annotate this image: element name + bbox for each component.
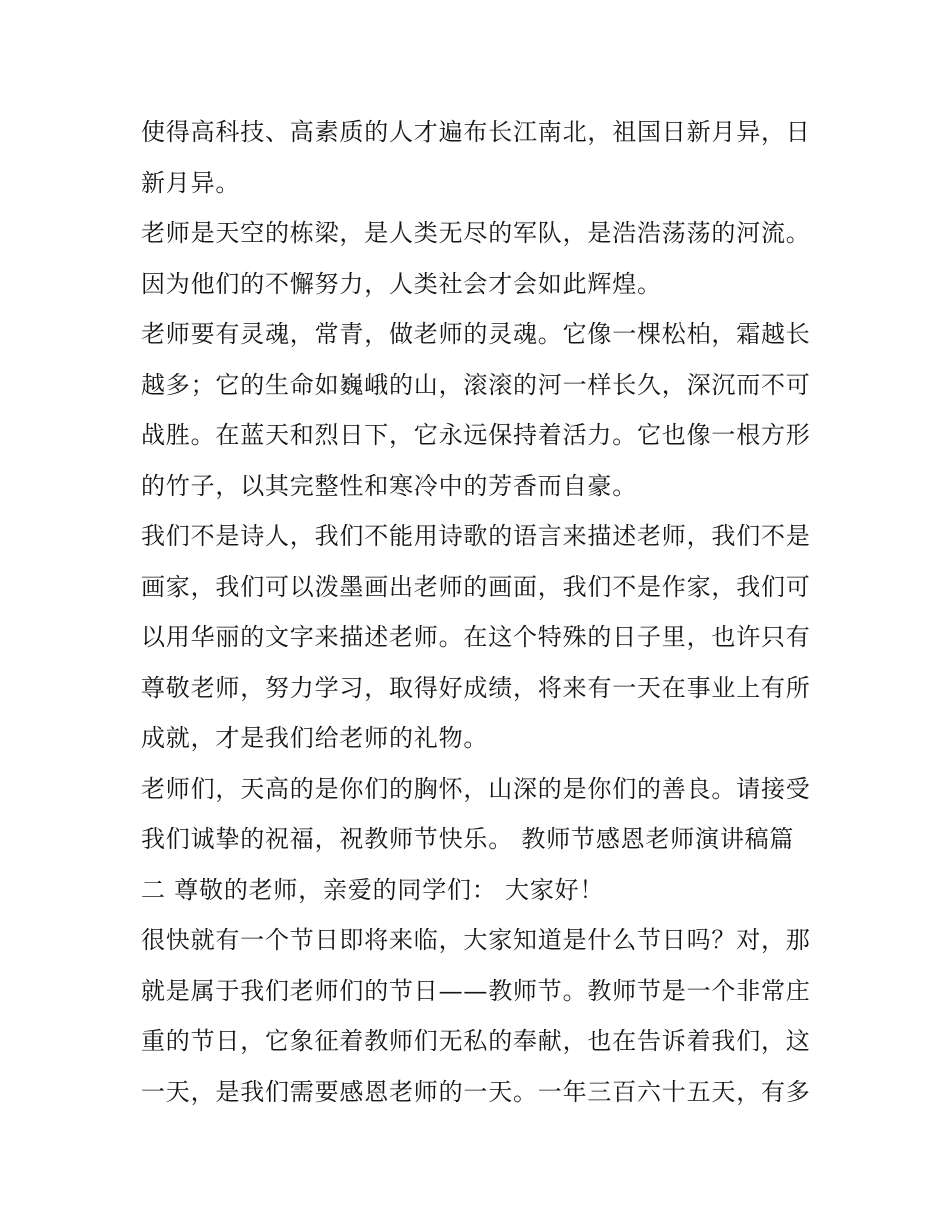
text-line: 战胜。在蓝天和烈日下，它永远保持着活力。它也像一根方形: [141, 421, 811, 449]
document-body: [141, 107, 813, 1117]
text-line: 的竹子，以其完整性和寒冷中的芳香而自豪。: [141, 471, 637, 500]
text-line: 我们不是诗人，我们不能用诗歌的语言来描述老师，我们不是: [141, 522, 811, 550]
text-line: 老师们，天高的是你们的胸怀，山深的是你们的善良。请接受: [141, 774, 811, 803]
text-line: 一天，是我们需要感恩老师的一天。一年三百六十五天，有多: [141, 1077, 811, 1106]
text-line: 使得高科技、高素质的人才遍布长江南北，祖国日新月异，日: [141, 118, 811, 146]
text-line: 越多；它的生命如巍峨的山，滚滚的河一样长久，深沉而不可: [141, 370, 811, 399]
text-line: 二 尊敬的老师，亲爱的同学们： 大家好！: [141, 875, 605, 904]
text-line: 就是属于我们老师们的节日——教师节。教师节是一个非常庄: [141, 976, 811, 1005]
text-line: 重的节日，它象征着教师们无私的奉献，也在告诉着我们，这: [141, 1027, 811, 1055]
text-line: 成就，才是我们给老师的礼物。: [141, 724, 489, 752]
text-line: 很快就有一个节日即将来临，大家知道是什么节日吗？对，那: [141, 926, 811, 954]
text-line: 老师是天空的栋梁，是人类无尽的军队，是浩浩荡荡的河流。: [141, 219, 811, 247]
text-line: 画家，我们可以泼墨画出老师的画面，我们不是作家，我们可: [141, 572, 811, 601]
text-line: 我们诚挚的祝福，祝教师节快乐。 教师节感恩老师演讲稿篇: [141, 825, 795, 853]
text-line: 因为他们的不懈努力，人类社会才会如此辉煌。: [141, 269, 662, 298]
text-line: 老师要有灵魂，常青，做老师的灵魂。它像一棵松柏，霜越长: [141, 320, 811, 348]
text-line: 尊敬老师，努力学习，取得好成绩，将来有一天在事业上有所: [141, 673, 811, 702]
text-line: 新月异。: [141, 168, 241, 197]
text-line: 以用华丽的文字来描述老师。在这个特殊的日子里，也许只有: [141, 623, 811, 651]
